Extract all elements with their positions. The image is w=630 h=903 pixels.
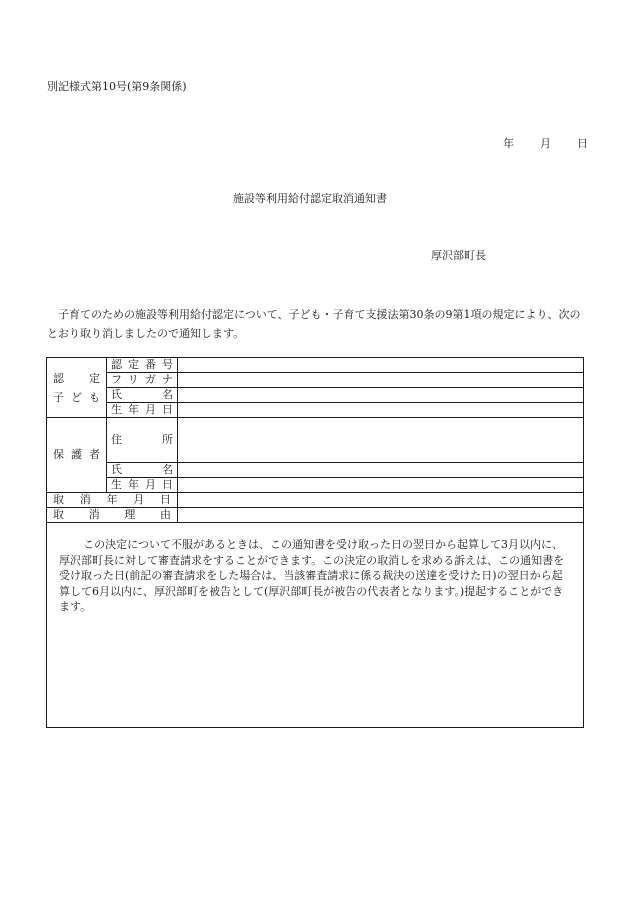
- issue-date: [503, 137, 588, 151]
- guardian-name-field[interactable]: [178, 463, 584, 478]
- intro-paragraph: [47, 305, 587, 343]
- cancel-date-field[interactable]: [178, 493, 584, 508]
- table-row-child-name: [47, 388, 584, 403]
- child-name-field[interactable]: [178, 388, 584, 403]
- table-row-cert-number: [47, 358, 584, 373]
- cert-number-field[interactable]: [178, 358, 584, 373]
- furigana-label: フリガナ: [107, 373, 178, 388]
- date-year-label: 年: [503, 137, 514, 150]
- appeal-notice-text: この決定について不服があるときは、この通知書を受け取った日の翌日から起算して3月以内に、厚沢部町長に対して審査請求をすることができます。この決定の取消しを求める訴えは、この通知書を受け取った日(前記の審査請求をした場合は、当該審査請求に係る裁決の送達を受けた日)の翌日から起算して6月以内に、厚沢部町を被告として(厚沢部町長が被告の代表者となります。)提起することができます。: [59, 538, 565, 614]
- intro-text: 子育てのための施設等利用給付認定について、子ども・子育て支援法第30条の9第1項の規定により、次のとおり取り消しましたので通知します。: [47, 308, 581, 340]
- table-row-furigana: [47, 373, 584, 388]
- table-row-cancel-date: [47, 493, 584, 508]
- date-month-label: 月: [540, 137, 551, 150]
- table-row-notice: [47, 523, 584, 728]
- cert-number-label: 認定番号: [107, 358, 178, 373]
- table-row-cancel-reason: [47, 508, 584, 523]
- address-label: 住 所: [107, 418, 178, 463]
- form-number-label: 別記様式第10号(第9条関係): [47, 80, 187, 93]
- table-row-guardian-birthdate: [47, 478, 584, 493]
- child-birthdate-field[interactable]: [178, 403, 584, 418]
- issuer-name: 厚沢部町長: [431, 249, 486, 262]
- table-row-address: [47, 418, 584, 463]
- cancel-reason-label: 取消理由: [47, 508, 178, 523]
- child-group-line1: 認 定: [53, 371, 100, 385]
- furigana-field[interactable]: [178, 373, 584, 388]
- child-birthdate-label: 生年月日: [107, 403, 178, 418]
- guardian-name-label: 氏 名: [107, 463, 178, 478]
- cancellation-form-table: [46, 357, 584, 728]
- child-name-label: 氏 名: [107, 388, 178, 403]
- appeal-notice-cell: [47, 523, 584, 728]
- child-group-label: [47, 358, 107, 418]
- date-day-label: 日: [577, 137, 588, 150]
- child-group-line2: 子ども: [53, 390, 100, 404]
- guardian-birthdate-field[interactable]: [178, 478, 584, 493]
- cancel-reason-field[interactable]: [178, 508, 584, 523]
- guardian-group-label: 保護者: [47, 418, 107, 493]
- guardian-birthdate-label: 生年月日: [107, 478, 178, 493]
- cancel-date-label: 取消年月日: [47, 493, 178, 508]
- address-field[interactable]: [178, 418, 584, 463]
- table-row-guardian-name: [47, 463, 584, 478]
- table-row-child-birthdate: [47, 403, 584, 418]
- document-title: 施設等利用給付認定取消通知書: [233, 192, 387, 205]
